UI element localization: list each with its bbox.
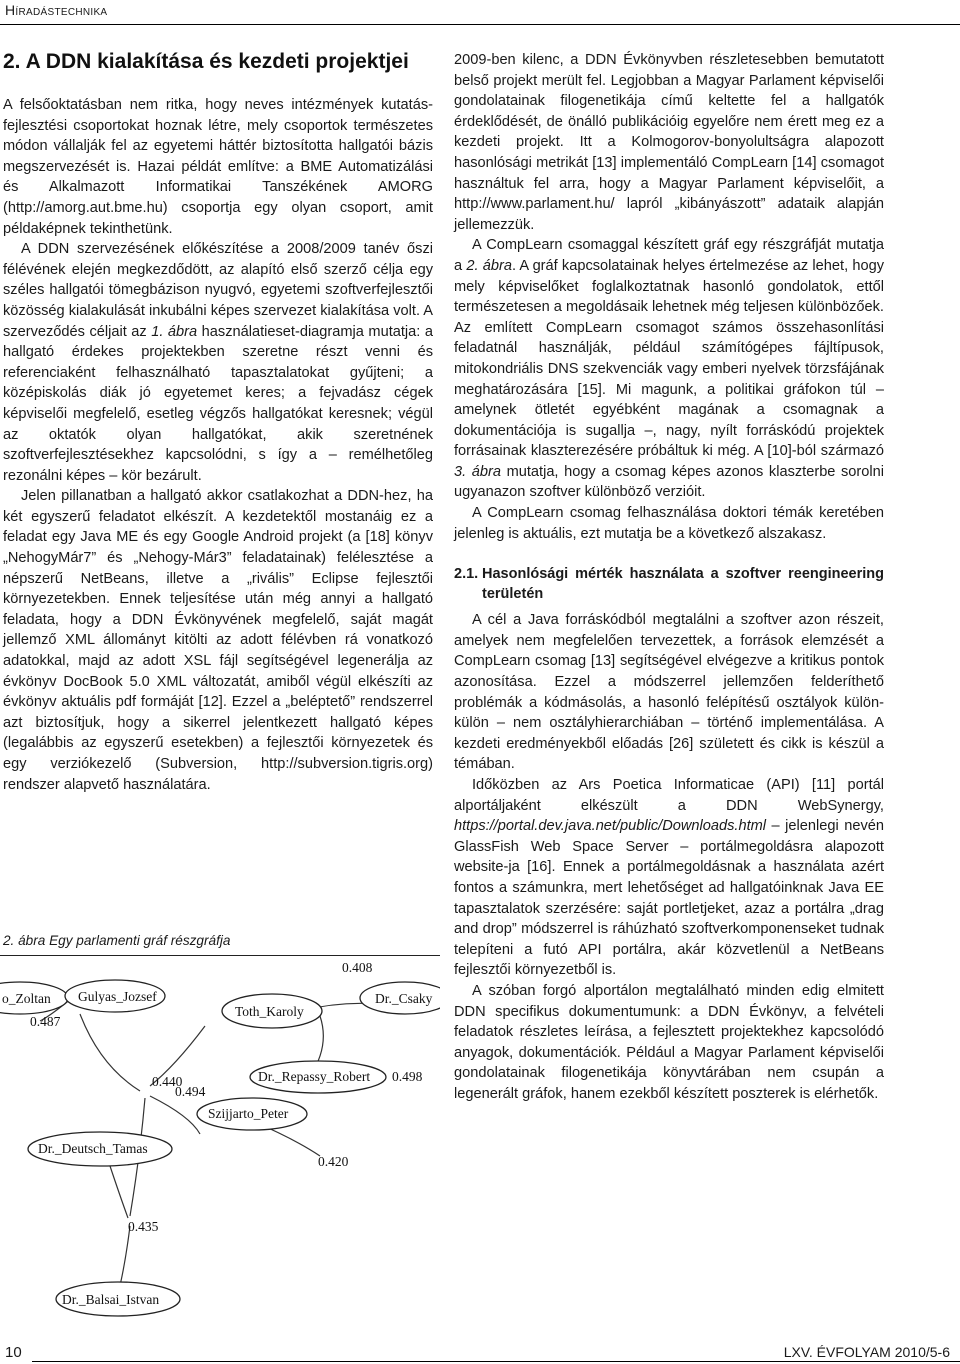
header-rule <box>0 24 960 25</box>
edge-weight: 0.494 <box>175 1084 206 1099</box>
edge-weight: 0.440 <box>152 1074 183 1089</box>
graph-node-label: Dr._Deutsch_Tamas <box>38 1141 148 1156</box>
paragraph: A DDN szervezésének előkészítése a 2008/2009 tanév őszi félévének elején megkezdődött, az alapító első szerző célja egy széles hallgatói tömegbázison nyugvó, egyetemi szoftverfejlesztői közösség kialakulását inkubálni képes szervezet kialakítása volt. A szerveződés céljait az 1. ábra használatieset-diagramja mutatja: a hallgató érdekes projektekben szeretne részt venni és referenciaként felhasználható tapasztalatokat gyűjteni; a középiskolás diák jó egyetemet keres; a fejvadász cégek képviselői megfelelő, esetleg végzős hallgatókat keresnek; végül az oktatók olyan hallgatókat, akik szeretnének szoftverfejlesztésekhez kapcsolódni, s így a – remélhetőleg rezonálni képes – kör bezárult. <box>3 241 433 484</box>
edge-weight: 0.435 <box>128 1219 159 1234</box>
edge-weight: 0.420 <box>318 1154 349 1169</box>
left-column <box>3 50 433 795</box>
paragraph: A cél a Java forráskódból megtalálni a szoftver azon részeit, amelyek nem megfelelően tervezettek, a források elemzését a CompLearn csomag [13] segítségével elvégezve a kritikus pontok azonosítása. Ezzel a módszerrel jellemzően felderíthető problémák a kódmásolás, a hasonló felépítésű osztályok külön-külön – nem osztályhierarchiában – történő implementálása. A kezdeti eredményekből előadás [26] született és cikk is készül a témában. <box>454 612 884 773</box>
graph-node-label: Dr._Csaky <box>375 991 433 1006</box>
graph-node-label: Szijjarto_Peter <box>208 1106 289 1121</box>
paragraph: A CompLearn csomaggal készített gráf egy részgráfját mutatja a 2. ábra. A gráf kapcsolatainak helyes értelmezése az lehet, hogy mely képviselőket foglalkoztatnak hasonló gondolatok, ettől természetesen a megoldásaik lehetnek még teljesen különbözőek. Az említett CompLearn csomagot számos összehasonlítási feladatnál használják, például számítógépes fájltípusok, mitokondriális DNS szekvenciák vagy emberi nyelvek törzsfájának meghatározására [15]. Mi magunk, a politikai gráfokon túl – amelynek ötletét egyébként magának a csomagnak a dokumentációja is sugallja –, nagy, nyílt forráskódú projektek forrásainak klaszterezésére próbáltuk ki még. A [10]-ból származó 3. ábra mutatja, hogy a csomag képes azonos klaszterbe sorolni ugyanazon szoftver különböző verzióit. <box>454 237 885 501</box>
paragraph: A CompLearn csomag felhasználása doktori témák keretében jelenleg is aktuális, ezt mutatja be a következő alszakasz. <box>454 505 884 542</box>
graph-edge <box>150 1096 200 1134</box>
figure-ref: 3. ábra <box>454 463 501 480</box>
paragraph: A felsőoktatásban nem ritka, hogy neves intézmények kutatás-fejlesztési csoportokat hoznak létre, mely csoportok természetes módon vállalják fel az egyetemi háttér biztosította hallgatói bázis megszervezését is. Hazai példát említve: a BME Automatizálási és Alkalmazott Informatikai Tanszékének AMORG (http://amorg.aut.bme.hu) csoportja egy olyan csoport, amit példaképnek tekinthetünk. <box>3 97 433 237</box>
right-column <box>454 50 884 1105</box>
parliament-graph-figure <box>0 955 440 1324</box>
section-title: 2. A DDN kialakítása és kezdeti projektjei <box>3 50 409 73</box>
graph-node-label: o_Zoltan <box>2 991 51 1006</box>
subsection-title: 2.1. Hasonlósági mérték használata a szoftver reengineering területén <box>454 566 884 603</box>
graph-node-label: Dr._Repassy_Robert <box>258 1069 371 1084</box>
graph-edge <box>80 1014 140 1091</box>
graph-node-label: Dr._Balsai_Istvan <box>62 1292 160 1307</box>
paragraph: Jelen pillanatban a hallgató akkor csatlakozhat a DDN-hez, ha két egyszerű feladatot elkészít. A kezdetektől mostanáig ez a feladat egy Java ME és egy Google Android projekt (a [18] könyv „NehogyMár7” és „Nehogy-Már3” feladatainak) felélesztése a népszerű NetBeans, illetve a „rivális” Eclipse fejlesztői környezetekben. Ennek teljesítése után még annyi a hallgató feladata, hogy a DDN Évkönyvének megfelelő, saját magát jellemző XML állományt kitölti az adott félévben rá vonatkozó adatokkal, majd az adott XSL fájl segítségével legenerálja az évkönyv DocBook 5.0 XML változatát, amiből végül elkészíti az évkönyv aktuális pdf formáját [12]. Ezzel a „beléptető” rendszerrel azt biztosítjuk, hogy a sikerrel jelentkezett hallgató képes (legalábbis az egyszerű esetekben) a fejlesztői környezetek és egy verziókezelő (Subversion, http://subversion.tigris.org) rendszer alapvető használatára. <box>3 488 433 793</box>
figure-ref: 2. ábra <box>466 257 512 274</box>
edge-weight: 0.487 <box>30 1014 61 1029</box>
graph-node-label: Toth_Karoly <box>235 1004 304 1019</box>
paragraph: A szóban forgó alportálon megtalálható minden edig elmitett DDN specifikus dokumentumunk: a DDN Évkönyv, a felvételi feladatok részletes leírása, a fejlesztett projektekhez kapcsolódó anyagok, dokumentációk. Például a Magyar Parlament képviselői gondolatainak filogenetikája könyvtárában nem csupán a legenerált gráfok, hanem ezekből készített poszterek is elérhetők. <box>454 982 884 1102</box>
edge-weight: 0.498 <box>392 1069 423 1084</box>
footer-rule <box>32 1361 960 1362</box>
journal-header: Híradástechnika <box>5 2 108 18</box>
edge-weight: 0.408 <box>342 960 373 975</box>
graph-edge <box>110 1166 128 1218</box>
paragraph: 2009-ben kilenc, a DDN Évkönyvben részletesebben bemutatott belső projekt merült fel. Legjobban a Magyar Parlament képviselői gondolatainak filogenetikája című keltette fel a hallgatók érdeklődését, de önálló publikációig egyelőre nem érett meg ez a kezdeti projekt. Itt a Kolmogorov-bonyolultságra alapozott hasonlósági metrikát [13] implementáló CompLearn [14] csomagot használtuk fel arra, hogy a Magyar Parlament képviselőit, a http://www.parlament.hu/ lapról „kibányászott” adataik alapján jellemezzük. <box>454 52 884 233</box>
page-number: 10 <box>5 1344 22 1361</box>
figure-caption: 2. ábra Egy parlamenti gráf részgráfja <box>3 933 231 948</box>
issue-label: LXV. ÉVFOLYAM 2010/5-6 <box>778 1344 950 1360</box>
graph-node-label: Gulyas_Jozsef <box>78 989 157 1004</box>
figure-ref: 1. ábra <box>151 323 198 340</box>
url-link[interactable]: https://portal.dev.java.net/public/Downloads.html <box>454 818 767 835</box>
paragraph: Időközben az Ars Poetica Informaticae (API) [11] portál alportáljaként elkészült a DDN WebSynergy, https://portal.dev.java.net/public/Downloads.html – jelenlegi nevén GlassFish Web Space Server – portálmegoldásra alapozott website-ja [16]. Ennek a portálmegoldásnak a használata azért fontos a számunkra, mert lehetőséget ad hallgatóinknak Java EE tapasztalatok szerzésére: saját portletjeket, azaz a portálra „drag and drop” módszerrel is ráhúzható szoftverkomponenseket tudnak telepíteni a futó API portálra, akár közvetlenül a NetBeans fejlesztői környezetből is. <box>454 777 884 979</box>
